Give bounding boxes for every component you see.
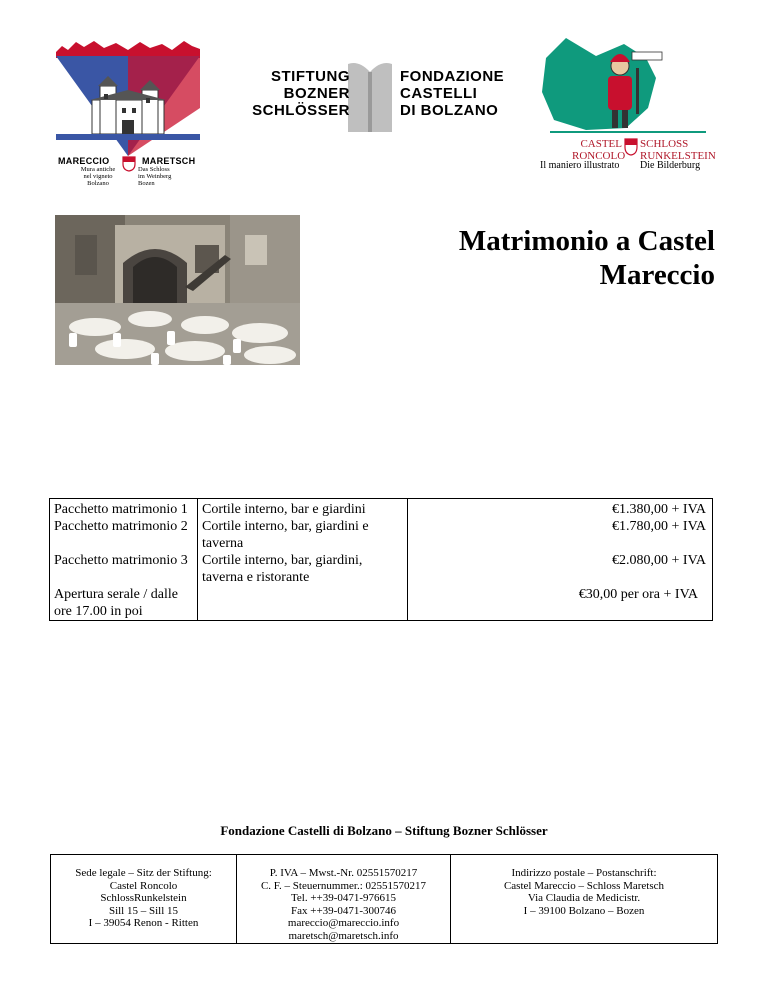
courtyard-wedding-photo (55, 215, 300, 365)
footer-title: Fondazione Castelli di Bolzano – Stiftung Bozner Schlösser (220, 823, 548, 838)
mareccio-sub-line: nel vigneto (83, 173, 113, 180)
mareccio-sub-line: Bolzano (87, 180, 109, 187)
footer-line: Indirizzo postale – Postanschrift: (511, 867, 657, 879)
fondazione-line: CASTELLI (400, 85, 478, 102)
wedding-price-table (49, 498, 713, 621)
package-name: Pacchetto matrimonio 1 (50, 499, 198, 519)
castel-roncolo-logo (536, 38, 722, 173)
castel-line: RONCOLO (572, 150, 626, 162)
table-row (50, 586, 713, 621)
footer-line: Tel. ++39-0471-976615 (290, 892, 397, 904)
footer-line: Castel Mareccio – Schloss Maretsch (503, 879, 665, 892)
maretsch-sub-line: Das Schloss (138, 166, 170, 173)
package-description: Cortile interno, bar, giardini, taverna e ristorante (198, 552, 408, 586)
footer-line: I – 39054 Renon - Ritten (88, 917, 199, 929)
footer-line: I – 39100 Bolzano – Bozen (523, 904, 645, 917)
castel-tagline-de: Die Bilderburg (640, 160, 701, 171)
coat-of-arms-icon (122, 156, 136, 172)
table-row (50, 518, 713, 552)
postal-address-cell (451, 855, 718, 944)
fondazione-line: FONDAZIONE (400, 68, 505, 85)
stiftung-line: BOZNER (283, 85, 350, 102)
footer-line: Castel Roncolo (109, 879, 178, 892)
stiftung-line: STIFTUNG (271, 68, 350, 85)
footer-line: SchlossRunkelstein (100, 892, 187, 904)
title-line-2: Mareccio (599, 259, 715, 291)
coat-of-arms-icon (624, 138, 638, 156)
schloss-line: SCHLOSS (640, 138, 689, 150)
footer-line: Via Claudia de Medicistr. (527, 892, 641, 904)
tax-contact-cell (237, 855, 451, 944)
mareccio-logo (52, 38, 204, 187)
package-description: Cortile interno, bar e giardini (198, 499, 408, 519)
castel-line: CASTEL (580, 138, 622, 150)
table-row (50, 552, 713, 586)
maretsch-name: MARETSCH (142, 156, 196, 166)
package-price: €2.080,00 + IVA (408, 552, 713, 586)
fondazione-logo (222, 38, 518, 148)
mareccio-sub-line: Mura antiche (80, 166, 116, 173)
package-price: €30,00 per ora + IVA (408, 586, 713, 621)
stiftung-line: SCHLÖSSER (252, 102, 350, 119)
maretsch-sub-line: Bozen (138, 180, 155, 187)
package-description: Cortile interno, bar, giardini e taverna (198, 518, 408, 552)
maretsch-sub-line: im Weinberg (138, 173, 172, 180)
legal-seat-cell (51, 855, 237, 944)
mareccio-subtitle (72, 166, 124, 187)
package-name: Pacchetto matrimonio 3 (50, 552, 198, 586)
title-line-1: Matrimonio a Castel (458, 225, 715, 257)
stiftung-name (252, 68, 350, 119)
footer-line: P. IVA – Mwst.-Nr. 02551570217 (269, 867, 418, 879)
package-description (198, 586, 408, 621)
package-name: Apertura serale / dalle ore 17.00 in poi (50, 586, 198, 621)
footer-contact-table (50, 854, 718, 944)
footer-line: Sede legale – Sitz der Stiftung: (75, 867, 212, 879)
fondazione-line: DI BOLZANO (400, 102, 499, 119)
table-row (50, 499, 713, 519)
email-link[interactable]: mareccio@mareccio.info (287, 917, 400, 929)
email-link[interactable]: maretsch@maretsch.info (288, 929, 399, 942)
fondazione-name (400, 68, 504, 119)
schloss-line: RUNKELSTEIN (640, 150, 716, 162)
footer-line: Sill 15 – Sill 15 (108, 904, 179, 917)
package-price: €1.380,00 + IVA (408, 499, 713, 519)
book-emblem-icon (348, 60, 392, 132)
package-price: €1.780,00 + IVA (408, 518, 713, 552)
footer-line: Fax ++39-0471-300746 (291, 904, 396, 917)
page-title (360, 224, 715, 292)
maretsch-subtitle (138, 166, 190, 187)
package-name: Pacchetto matrimonio 2 (50, 518, 198, 552)
knight-illustration-icon (536, 38, 722, 134)
castle-mareccio-icon (52, 38, 204, 156)
footer-line: C. F. – Steuernummer.: 02551570217 (260, 879, 427, 892)
castel-roncolo-name (572, 138, 626, 162)
schloss-runkelstein-name (640, 138, 716, 162)
mareccio-name: MARECCIO (58, 156, 110, 166)
castel-tagline-it: Il maniero illustrato (540, 160, 620, 171)
